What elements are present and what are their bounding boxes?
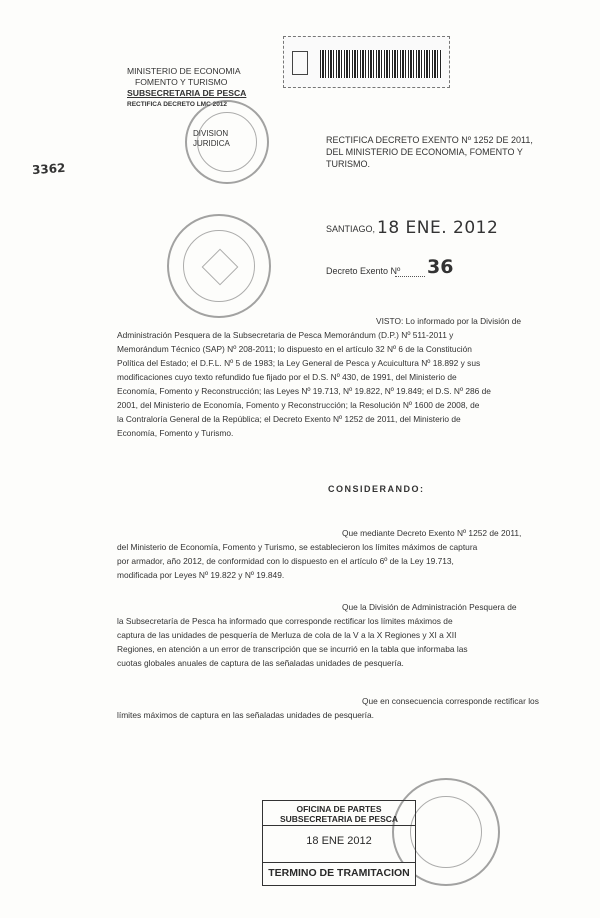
reference-line: RECTIFICA DECRETO LMC 2012: [127, 101, 228, 108]
stamp-line-1: OFICINA DE PARTES: [296, 804, 382, 814]
dateline: [326, 224, 375, 234]
decree-title: [326, 134, 566, 170]
c3-line-1: Que en consecuencia corresponde rectificar los: [362, 696, 539, 706]
visto-line-5: modificaciones cuyo texto refundido fue fijado por el D.S. Nº 430, de 1991, del Ministerio de: [117, 372, 457, 382]
official-seal-icon: [167, 214, 271, 318]
visto-line-4: Política del Estado; el D.F.L. Nº 5 de 1983; la Ley General de Pesca y Acuicultura Nº 18.892 y sus: [117, 358, 481, 368]
dateline-city: SANTIAGO,: [326, 224, 376, 234]
c2-line-3: captura de las unidades de pesquería de Merluza de cola de la V a la X Regiones y XI a XII: [117, 630, 457, 640]
dateline-date: 18 ENE. 2012: [377, 218, 499, 238]
c2-line-4: Regiones, en atención a un error de transcripción que se incurrió en la tabla que informaba las: [117, 644, 468, 654]
stamp-footer: TERMINO DE TRAMITACION: [268, 867, 410, 879]
division-label: [193, 129, 230, 149]
stamp-line-2: SUBSECRETARIA DE PESCA: [263, 814, 415, 826]
tracking-emblem-icon: [292, 51, 308, 75]
considerando-1-body: [117, 540, 568, 582]
c1-line-2: del Ministerio de Economía, Fomento y Turismo, se establecieron los límites máximos de captura: [117, 542, 478, 552]
handwritten-number: 3362: [31, 160, 66, 178]
subsecretaria-line: SUBSECRETARIA DE PESCA: [127, 88, 247, 98]
visto-line-9: Economía, Fomento y Turismo.: [117, 428, 234, 438]
stamp-footer-box: [262, 862, 416, 886]
division-line-1: DIVISION: [193, 129, 229, 138]
barcode-icon: [283, 36, 450, 88]
visto-line-2: Administración Pesquera de la Subsecretaria de Pesca Memorándum (D.P.) Nº 511-2011 y: [117, 330, 454, 340]
c1-line-3: por armador, año 2012, de conformidad con lo dispuesto en el artículo 6º de la Ley 19.713,: [117, 556, 454, 566]
c3-line-2: límites máximos de captura en las señaladas unidades de pesquería.: [117, 710, 374, 720]
c2-line-1: Que la División de Administración Pesquera de: [342, 602, 517, 612]
c2-line-5: cuotas globales anuales de captura de las señaladas unidades de pesquería.: [117, 658, 404, 668]
stamp-date: 18 ENE 2012: [306, 835, 372, 847]
visto-line-8: la Contraloría General de la República; el Decreto Exento Nº 1252 de 2011, del Ministerio de: [117, 414, 461, 424]
c1-line-1: Que mediante Decreto Exento Nº 1252 de 2011,: [342, 528, 522, 538]
c1-line-4: modificada por Leyes Nº 19.822 y Nº 19.849.: [117, 570, 285, 580]
ministry-line-2: FOMENTO Y TURISMO: [135, 77, 228, 87]
title-line-1: RECTIFICA DECRETO EXENTO Nº 1252 DE 2011,: [326, 135, 533, 145]
visto-line-7: 2001, del Ministerio de Economía, Fomento y Reconstrucción; la Resolución Nº 1600 de 2008, de: [117, 400, 480, 410]
visto-line-3: Memorándum Técnico (SAP) Nº 208-2011; lo dispuesto en el artículo 32 Nº 6 de la Constitución: [117, 344, 472, 354]
considerando-2-body: [117, 614, 568, 670]
title-line-3: TURISMO.: [326, 159, 370, 169]
visto-line-6: Economía, Fomento y Reconstrucción; las Leyes Nº 19.713, Nº 19.822, Nº 19.849; el D.S. Nº 286 de: [117, 386, 491, 396]
visto-body: [117, 328, 568, 440]
visto-line-1: VISTO: Lo informado por la División de: [376, 316, 522, 326]
considerando-heading: CONSIDERANDO:: [328, 484, 425, 494]
title-line-2: DEL MINISTERIO DE ECONOMIA, FOMENTO Y: [326, 147, 523, 157]
decree-label: Decreto Exento Nº: [326, 266, 401, 276]
c2-line-2: la Subsecretaría de Pesca ha informado que corresponde rectificar los límites máximos de: [117, 616, 453, 626]
decree-number: 36: [427, 256, 454, 278]
division-line-2: JURIDICA: [193, 139, 230, 148]
ministry-line-1: MINISTERIO DE ECONOMIA: [127, 66, 241, 76]
decree-number-underline: [395, 276, 425, 277]
